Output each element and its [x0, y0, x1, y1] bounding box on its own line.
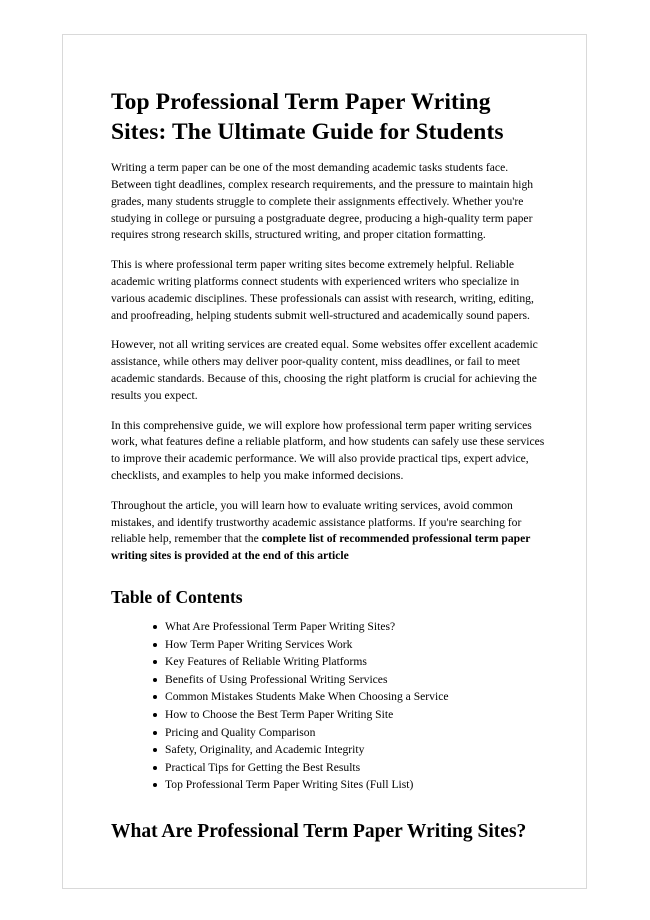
closing-paragraph: [111, 498, 547, 565]
list-item[interactable]: Pricing and Quality Comparison: [153, 724, 547, 742]
list-item[interactable]: Top Professional Term Paper Writing Sites (Full List): [153, 776, 547, 794]
list-item[interactable]: Common Mistakes Students Make When Choosing a Service: [153, 688, 547, 706]
intro-paragraph-1: Writing a term paper can be one of the most demanding academic tasks students face. Between tight deadlines, complex research requirements, and the pressure to maintain high grades, many students struggle to complete their assignments effectively. Whether you're studying in college or pursuing a postgraduate degree, producing a high-quality term paper requires strong research skills, structured writing, and proper citation formatting.: [111, 161, 534, 242]
closing-paragraph-lead: Throughout the article, you will learn how to evaluate writing services, avoid common mistakes, and identify trustworthy academic assistance platforms. If you're searching for reliable help, remember that the: [111, 498, 522, 546]
list-item[interactable]: Safety, Originality, and Academic Integrity: [153, 741, 547, 759]
list-item[interactable]: Benefits of Using Professional Writing Services: [153, 671, 547, 689]
list-item[interactable]: Practical Tips for Getting the Best Results: [153, 759, 547, 777]
intro-paragraph-3: However, not all writing services are created equal. Some websites offer excellent academic assistance, while others may deliver poor-quality content, miss deadlines, or fail to meet academic standards. Because of this, choosing the right platform is crucial for achieving the results you expect.: [111, 338, 538, 402]
next-section-heading: What Are Professional Term Paper Writing Sites?: [111, 820, 527, 842]
intro-paragraph-4: In this comprehensive guide, we will explore how professional term paper writing services work, what features define a reliable platform, and how students can safely use these services to improve their academic performance. We will also provide practical tips, expert advice, checklists, and examples to help you make informed decisions.: [111, 418, 545, 482]
list-item[interactable]: What Are Professional Term Paper Writing Sites?: [153, 618, 547, 636]
list-item[interactable]: How Term Paper Writing Services Work: [153, 636, 547, 654]
intro-paragraph-2: This is where professional term paper writing sites become extremely helpful. Reliable academic writing platforms connect students with experienced writers who specialize in various academic disciplines. These professionals can assist with research, writing, editing, and proofreading, helping students submit well-structured and academically sound papers.: [111, 258, 534, 322]
table-of-contents-list: [111, 618, 547, 794]
closing-paragraph-emphasis: complete list of recommended professional term paper writing sites is provided at the end of this article: [111, 532, 531, 563]
document-content: [111, 87, 547, 843]
list-item[interactable]: Key Features of Reliable Writing Platforms: [153, 653, 547, 671]
document-sheet: [62, 34, 587, 889]
list-item[interactable]: How to Choose the Best Term Paper Writing Site: [153, 706, 547, 724]
table-of-contents-heading: Table of Contents: [111, 586, 243, 607]
page-title: Top Professional Term Paper Writing Sites: The Ultimate Guide for Students: [111, 89, 504, 146]
